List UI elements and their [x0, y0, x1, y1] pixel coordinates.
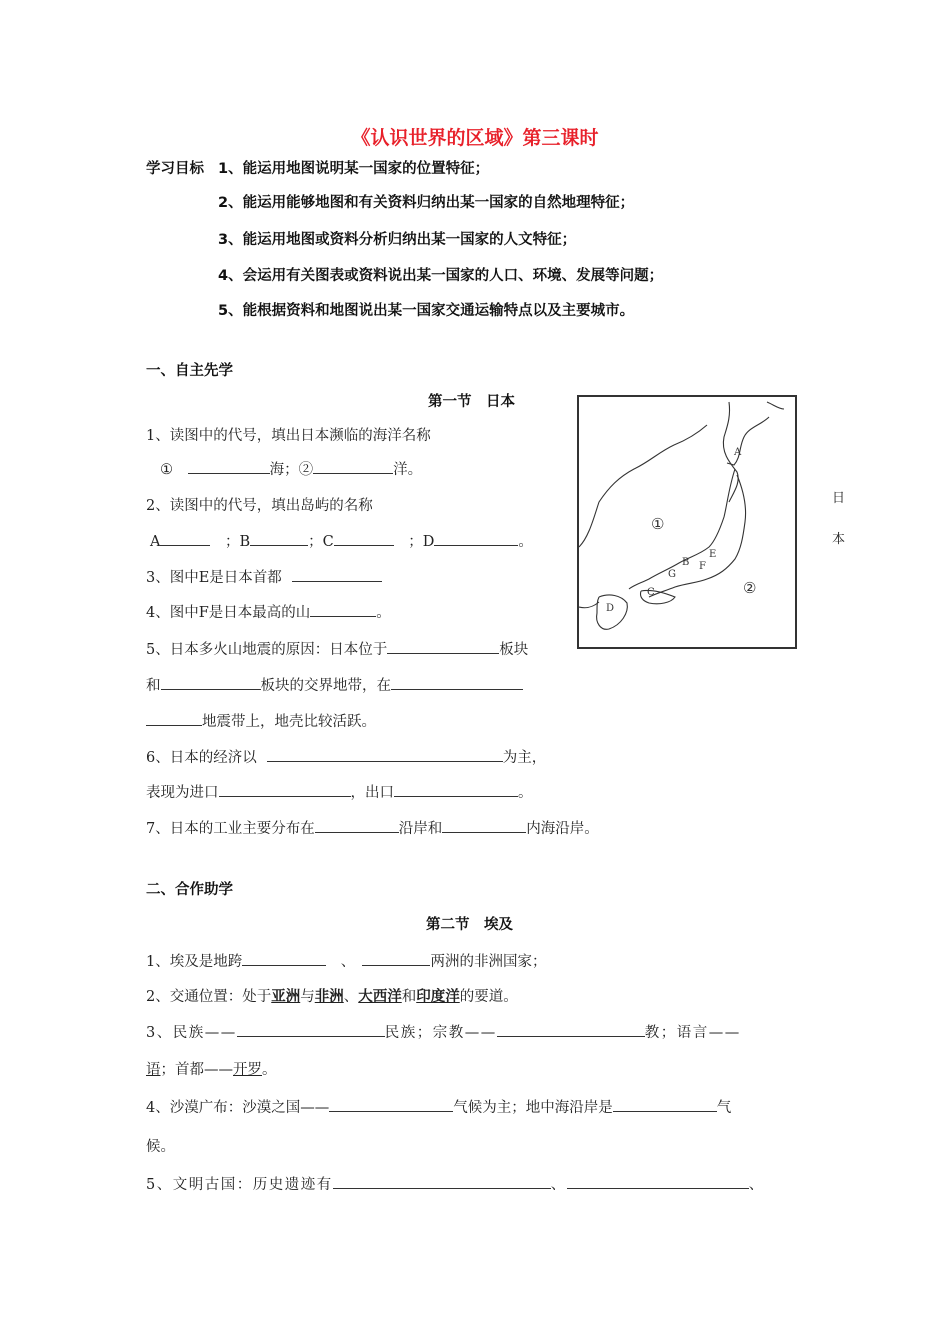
- blank-plate-2[interactable]: [161, 675, 261, 690]
- s1-q5-text-3: 板块的交界地带，在: [260, 678, 391, 694]
- s2-q1-text-1: 、: [340, 954, 348, 970]
- objectives-label: 学习目标: [146, 161, 204, 177]
- blank-inland-sea[interactable]: [442, 818, 526, 833]
- map-label-e: E: [709, 549, 717, 560]
- s1-q7-text-1: 沿岸和: [398, 821, 443, 837]
- s2-q2-indian: 印度洋: [416, 988, 460, 1005]
- objective-3: 3、能运用地图或资料分析归纳出某一国家的人文特征；: [218, 232, 577, 248]
- s1-q6-text-1: 为主，: [502, 750, 547, 766]
- blank-island-a[interactable]: [160, 531, 210, 546]
- s2-q3-end: 。: [262, 1062, 277, 1078]
- blank-ocean-2[interactable]: [313, 459, 393, 474]
- s1-q4-end: 。: [376, 605, 391, 621]
- s2-q2-dun: 、: [343, 989, 359, 1005]
- s1-q6-text-4: 。: [518, 785, 533, 801]
- section1-subheading: 第一节 日本: [428, 394, 515, 410]
- blank-highest-mountain[interactable]: [310, 602, 376, 617]
- s1-q6-text-2: 表现为进口: [146, 785, 219, 801]
- blank-continent-1[interactable]: [242, 951, 326, 966]
- s2-q5-text: 5、文明古国：历史遗迹有: [146, 1177, 333, 1193]
- blank-sea-1[interactable]: [188, 459, 270, 474]
- blank-plate-1[interactable]: [387, 639, 499, 654]
- s2-q3-text-2: 教；语言——: [644, 1025, 741, 1041]
- s1-q6-line1: [146, 746, 546, 767]
- honshu-east-coast: [649, 475, 746, 597]
- s2-q2-end: 的要道。: [459, 989, 518, 1005]
- s1-q1: 1、读图中的代号，填出日本濒临的海洋名称: [146, 428, 431, 444]
- objective-2: 2、能运用能够地图和有关资料归纳出某一国家的自然地理特征；: [218, 195, 635, 211]
- s2-q4-line2: 候。: [146, 1139, 175, 1155]
- objective-1: 1、能运用地图说明某一国家的位置特征；: [218, 161, 490, 177]
- map-label-circle-1: ①: [651, 515, 665, 533]
- s2-q2: [146, 985, 518, 1006]
- s1-q5-text-4: 地震带上，地壳比较活跃。: [202, 714, 376, 730]
- s1-q4-text: 4、图中F是日本最高的山: [146, 605, 311, 621]
- section2-subheading: 第二节 埃及: [426, 917, 513, 933]
- s2-q2-yu: 与: [300, 989, 315, 1005]
- objective-4: 4、会运用有关图表或资料说出某一国家的人口、环境、发展等问题；: [218, 268, 664, 284]
- s1-q2-answer: [150, 530, 533, 551]
- s2-q4-text-1: 气候为主；地中海沿岸是: [453, 1100, 613, 1116]
- map-label-a: A: [734, 447, 742, 458]
- blank-capital[interactable]: [292, 567, 382, 582]
- s1-q7-text: 7、日本的工业主要分布在: [146, 821, 315, 837]
- s1-q5-text-2: 和: [146, 678, 161, 694]
- s2-q1-text: 1、埃及是地跨: [146, 954, 243, 970]
- japan-map: [577, 395, 797, 649]
- s2-q2-africa: 非洲: [314, 988, 344, 1005]
- map-label-c: C: [647, 587, 655, 598]
- s1-q6-text: 6、日本的经济以: [146, 750, 257, 766]
- honshu-west-coast: [629, 469, 735, 589]
- map-label-d: D: [606, 603, 615, 614]
- s1-q5-line2: [146, 674, 523, 695]
- blank-island-d[interactable]: [434, 531, 518, 546]
- s2-q3-text-1: 民族；宗教——: [384, 1025, 497, 1041]
- s2-q3-text-4: ；首都——: [160, 1062, 233, 1078]
- s2-q4-text: 4、沙漠广布：沙漠之国——: [146, 1100, 330, 1116]
- shikoku-outline: [640, 590, 675, 603]
- s1-q5-line1: [146, 638, 528, 659]
- circle-1-label: ①: [160, 462, 173, 478]
- s1-q5-line3: [146, 710, 376, 731]
- blank-export[interactable]: [394, 782, 518, 797]
- blank-ethnic[interactable]: [237, 1022, 385, 1037]
- s1-q4: [146, 601, 391, 622]
- page-title: 《认识世界的区域》第三课时: [351, 127, 599, 149]
- blank-economy[interactable]: [267, 747, 503, 762]
- blank-island-b[interactable]: [250, 531, 308, 546]
- blank-continent-2[interactable]: [362, 951, 430, 966]
- section1-heading: 一、自主先学: [146, 363, 233, 379]
- mainland-coast: [579, 425, 707, 547]
- s2-q5-text-1: 、: [550, 1177, 567, 1193]
- blank-desert-climate[interactable]: [329, 1097, 453, 1112]
- blank-seismic-belt-2[interactable]: [146, 711, 202, 726]
- s2-q3-capital: 开罗: [233, 1062, 262, 1078]
- map-label-circle-2: ②: [743, 579, 757, 597]
- blank-seismic-belt-1[interactable]: [391, 675, 523, 690]
- s2-q3-line1: [146, 1021, 741, 1042]
- s1-q6-text-3: ，出口: [350, 785, 394, 801]
- map-side-label-2: 本: [832, 532, 846, 547]
- s1-q7: [146, 817, 599, 838]
- s1-q7-text-2: 内海沿岸。: [526, 821, 599, 837]
- s2-q2-text: 2、交通位置：处于: [146, 989, 272, 1005]
- island-b-label: ；B: [224, 534, 251, 550]
- s1-q5-text-1: 板块: [499, 642, 529, 658]
- s2-q3-language-suffix: 语: [146, 1062, 161, 1078]
- s2-q4-line1: [146, 1096, 731, 1117]
- s1-q6-line2: [146, 781, 533, 802]
- objective-5: 5、能根据资料和地图说出某一国家交通运输特点以及主要城市。: [218, 303, 635, 319]
- japan-outline-svg: [579, 397, 795, 647]
- s2-q5-text-2: 、: [748, 1177, 765, 1193]
- map-side-label-1: 日: [832, 491, 846, 506]
- s2-q5: [146, 1173, 765, 1194]
- s1-q1-answer: [160, 458, 422, 479]
- s2-q3-line2: [146, 1058, 277, 1079]
- map-label-g: G: [668, 569, 676, 580]
- section2-heading: 二、合作助学: [146, 882, 233, 898]
- s1-q1-text-1: 海；②: [269, 462, 314, 478]
- s2-q3-text: 3、民族——: [146, 1025, 237, 1041]
- blank-heritage-1[interactable]: [333, 1174, 551, 1189]
- blank-religion[interactable]: [497, 1022, 645, 1037]
- s1-q3: [146, 566, 382, 587]
- island-a-label: A: [150, 534, 161, 550]
- island-c-label: ；C: [308, 534, 334, 550]
- s1-q2: 2、读图中的代号，填出岛屿的名称: [146, 498, 373, 514]
- blank-mediterranean-climate[interactable]: [613, 1097, 717, 1112]
- s2-q2-he: 和: [401, 989, 417, 1005]
- s1-q5-text: 5、日本多火山地震的原因：日本位于: [146, 642, 388, 658]
- s1-q2-end: 。: [518, 534, 533, 550]
- map-label-b: B: [682, 557, 690, 568]
- s1-q3-text: 3、图中E是日本首都: [146, 570, 282, 586]
- korea-coast: [579, 602, 599, 608]
- blank-island-c[interactable]: [334, 531, 394, 546]
- blank-import[interactable]: [219, 782, 351, 797]
- s2-q4-text-2: 气: [716, 1100, 732, 1116]
- s2-q2-asia: 亚洲: [271, 988, 301, 1005]
- blank-industry-coast[interactable]: [315, 818, 399, 833]
- s1-q1-text-2: 洋。: [393, 462, 423, 478]
- blank-heritage-2[interactable]: [567, 1174, 749, 1189]
- island-d-label: ；D: [408, 534, 435, 550]
- s2-q1: [146, 950, 546, 971]
- map-label-f: F: [699, 561, 706, 572]
- s2-q2-atlantic: 大西洋: [358, 988, 402, 1005]
- s2-q1-text-2: 两洲的非洲国家；: [430, 954, 547, 970]
